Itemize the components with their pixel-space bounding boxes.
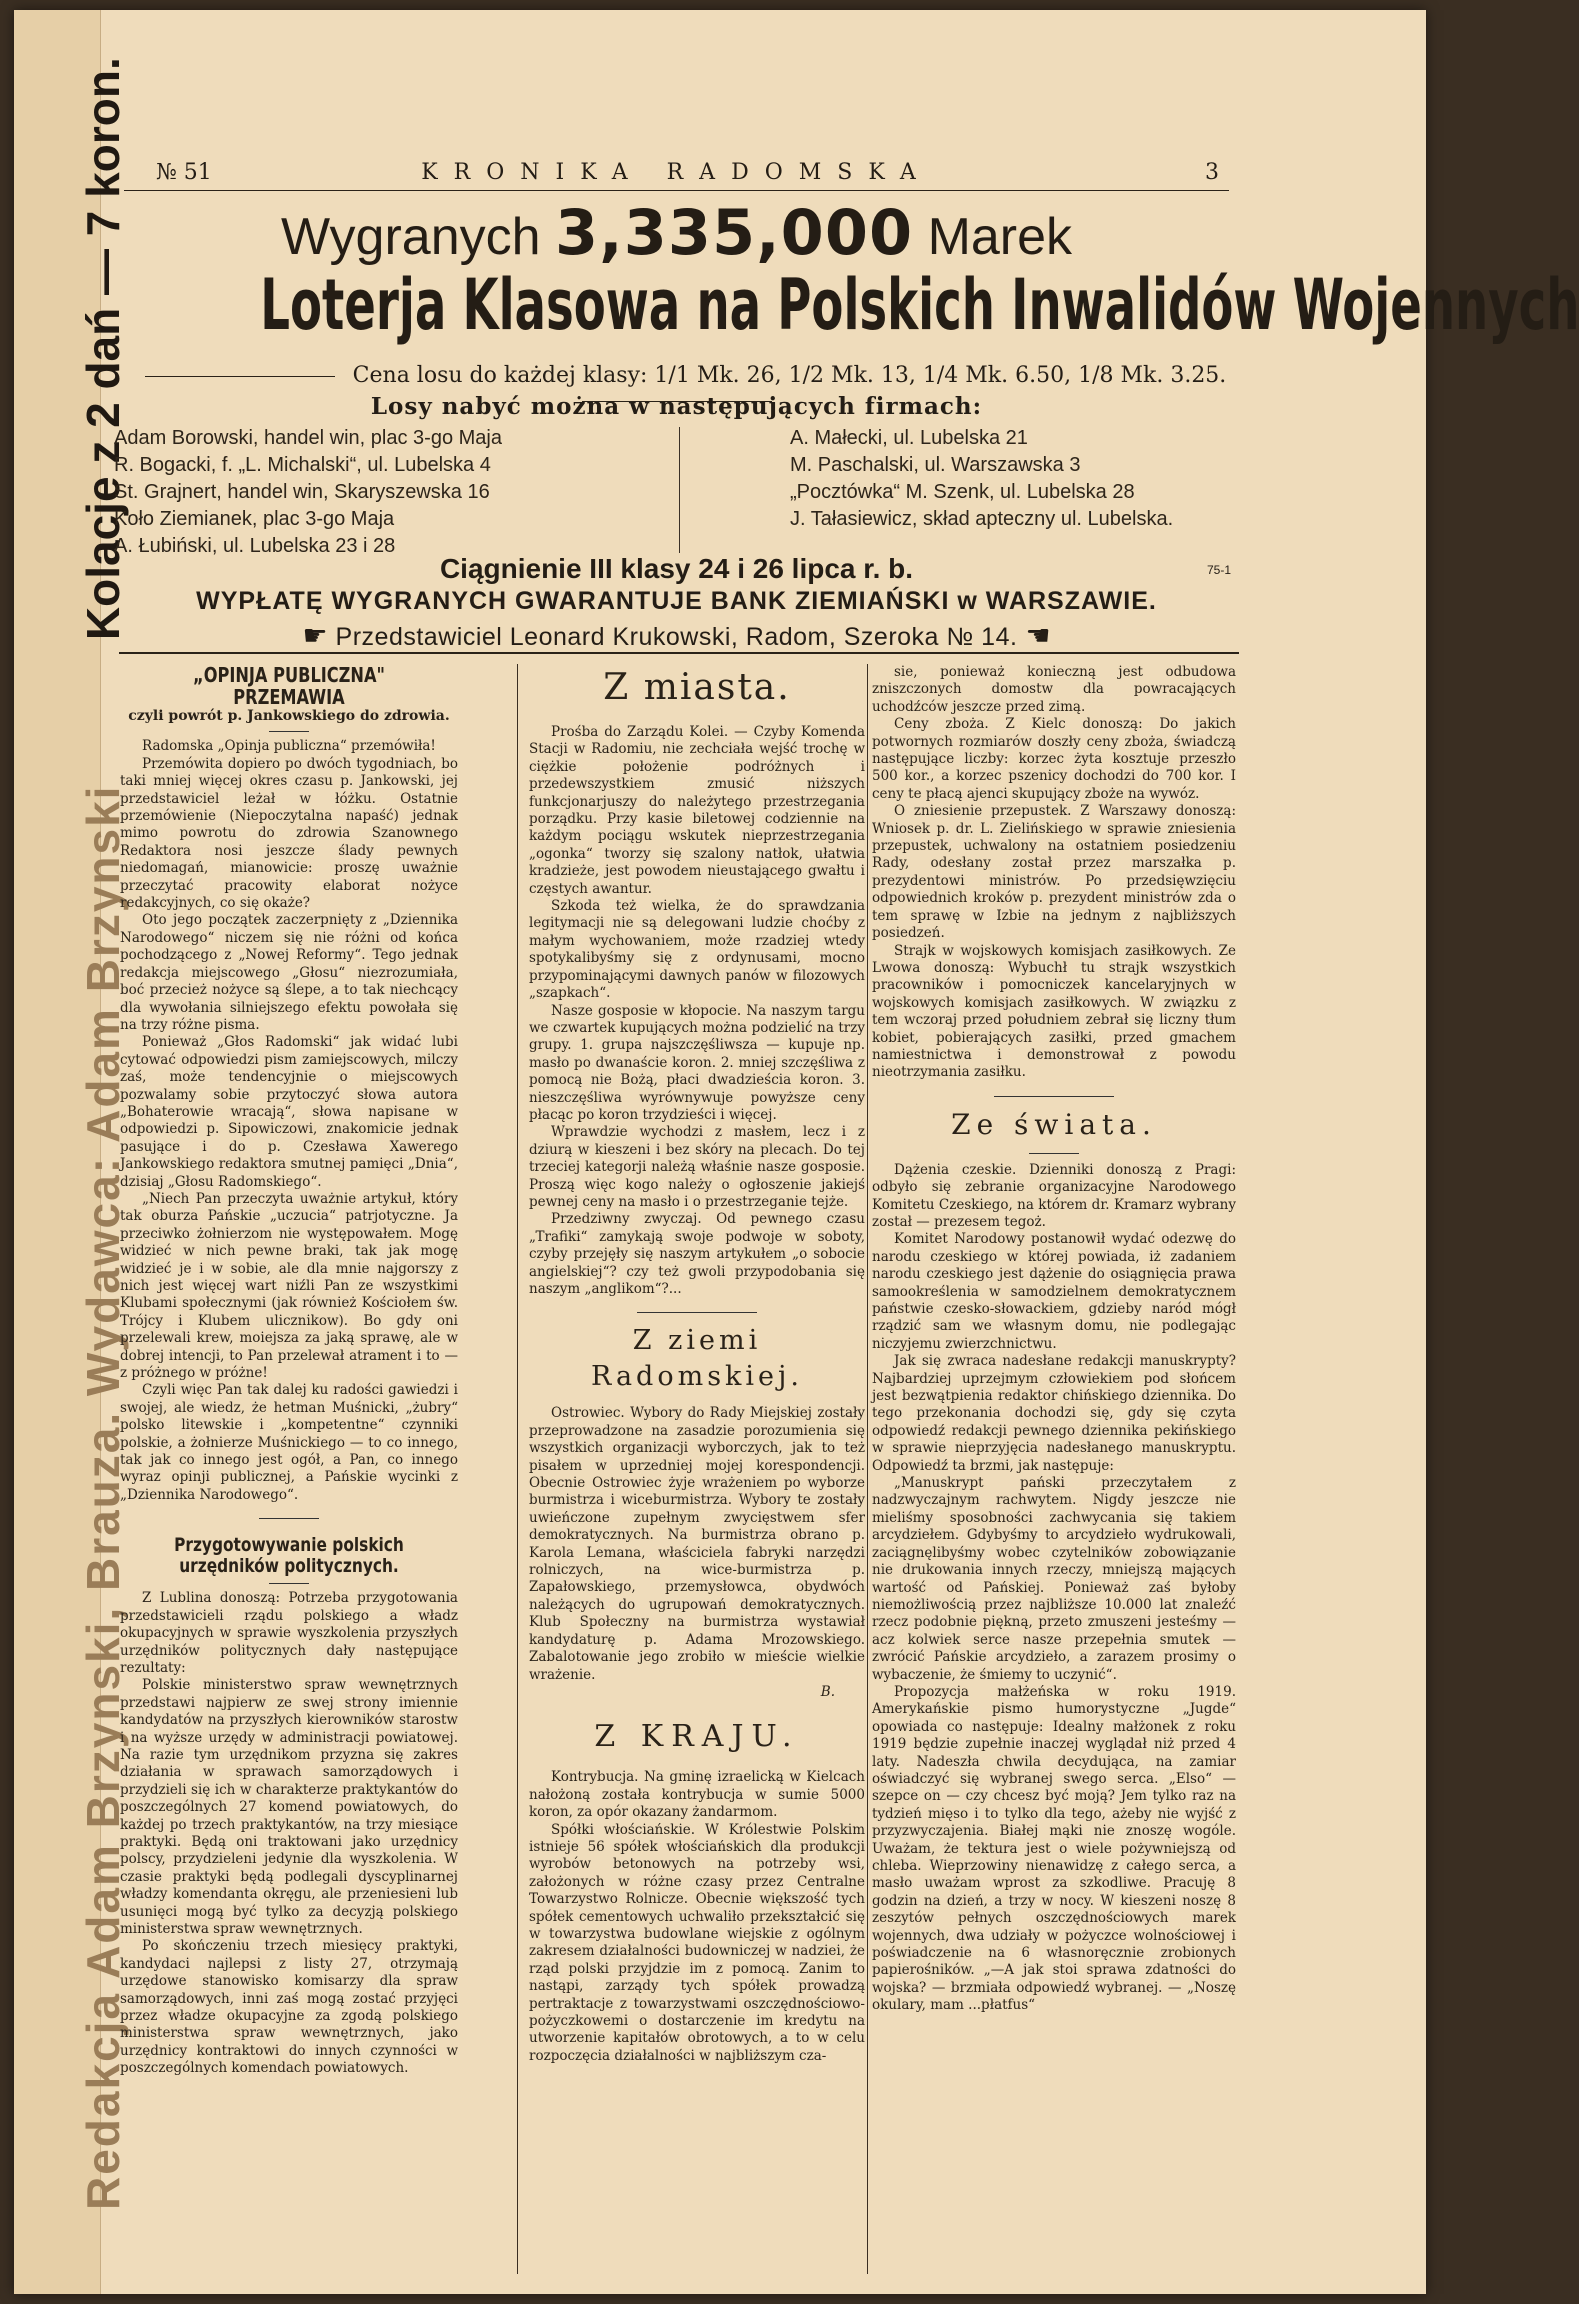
section-heading: Ze świata. bbox=[951, 1107, 1157, 1141]
ad-firm: A. Łubiński, ul. Lubelska 23 i 28 bbox=[114, 535, 396, 557]
article-paragraph: Ceny zboża. Z Kielc donoszą: Do jakich potwornych rozmiarów doszły ceny zboża, świadczą następujące liczby: korzec żyta kosztuje przeszło 500 kor., a korzec pszenicy dochodzi do 700 kor. I ceny te płacą ajenci skupujący zboże na wywóz. bbox=[872, 716, 1236, 802]
ad-firm: M. Paschalski, ul. Warszawska 3 bbox=[790, 454, 1081, 476]
ad-code: 75-1 bbox=[1206, 563, 1231, 577]
article-paragraph: Oto jego początek zaczerpnięty z „Dziennika Narodowego“ niczem się nie różni od końca pochodzącego z „Nowej Reformy“. Tego jednak redakcja miejscowego „Głosu“ niezrozumiała, boć przecież nożyce są ślepe, a to tak niechcący dla wywołania silniejszego efektu powołała się na trzy różne pisma. bbox=[120, 912, 458, 1033]
ad-guarantee: WYPŁATĘ WYGRANYCH GWARANTUJE BANK ZIEMIAŃSKI w WARSZAWIE. bbox=[196, 587, 1157, 615]
section-heading: Z KRAJU. bbox=[594, 1719, 800, 1755]
side-strip bbox=[14, 10, 129, 2294]
short-rule bbox=[269, 731, 309, 732]
article-headline: „OPINJA PUBLICZNA" PRZEMAWIA bbox=[193, 663, 385, 709]
column-middle bbox=[529, 664, 865, 2065]
ad-firm: Koło Ziemianek, plac 3-go Maja bbox=[114, 508, 395, 530]
section-heading: Z ziemi Radomskiej. bbox=[591, 1325, 803, 1393]
ad-winners-amount: 3,335,000 bbox=[555, 196, 914, 269]
article-paragraph: Radomska „Opinja publiczna“ przemówiła! bbox=[142, 738, 436, 755]
ad-rule-left bbox=[145, 376, 335, 377]
column-rule bbox=[867, 664, 868, 2274]
article-paragraph: Szkoda też wielka, że do sprawdzania legitymacji nie są delegowani ludzie choćby z małym wychowaniem, może rzadziej wtedy spotykalibyśmy się z ordynusami, mocno przypominającymi dawnych panów w filozowych „szapkach“. bbox=[529, 898, 865, 1002]
page-number: 3 bbox=[1205, 160, 1219, 185]
ad-price-text: Cena losu do każdej klasy: 1/1 Mk. 26, 1/2 Mk. 13, 1/4 Mk. 6.50, 1/8 Mk. 3.25. bbox=[352, 363, 1227, 388]
article-paragraph: Z Lublina donoszą: Potrzeba przygotowania przedstawicieli rządu polskiego a władz okupacyjnych w sprawie wyszkolenia przyszłych urzędników politycznych dały następujące rezultaty: bbox=[120, 1590, 458, 1676]
ad-firm: J. Tałasiewicz, skład apteczny ul. Lubelska. bbox=[790, 508, 1174, 530]
ad-representative-line bbox=[114, 619, 1239, 652]
short-rule bbox=[994, 1096, 1114, 1097]
ad-winners-line bbox=[114, 196, 1239, 269]
lottery-advertisement bbox=[114, 196, 1579, 651]
side-faded-text: Redakcja Adam Brzynski, Brauza. Wydawca: Adam Brzynski bbox=[77, 784, 129, 2210]
section-divider bbox=[119, 652, 1239, 654]
short-rule bbox=[637, 1312, 757, 1313]
ad-firm: St. Grajnert, handel win, Skaryszewska 16 bbox=[114, 481, 490, 503]
article-paragraph: Ponieważ „Głos Radomski“ jak widać lubi cytować odpowiedzi pism zamiejscowych, milczy zaś, może tendencyjnie o miejscowych pozwalamy sobie przytoczyć słowa autora „Bohaterowie wracają“, słowa napisane w odpowiedzi p. Sipowiczowi, znakomicie jednak pasujące i do p. Czesława Xawerego Jankowskiego redaktora smutnej pamięci „Dnia“, dzisiaj „Głosu Radomskiego“. bbox=[120, 1034, 458, 1190]
article-paragraph: Czyli więc Pan tak dalej ku radości gawiedzi i swojej, ale wiedz, że hetman Muśnicki, „żubry“ polsko litewskie i „kompetentne“ czynniki polskie, a żołnierze Muśnickiego — to co innego, tak jak co innego jest ogół, a Pan, co innego wyraz opinji publicznej, a Pańskie wycinki z „Dziennika Narodowego“. bbox=[120, 1382, 458, 1503]
article-paragraph: Ostrowiec. Wybory do Rady Miejskiej zostały przeprowadzone na zasadzie porozumienia się wszystkich organizacji wyborczych, jak to też pisałem w uprzedniej mojej korespondencji. Obecnie Ostrowiec żyje wrażeniem po wyborze burmistrza i wiceburmistrza. Wybory te zostały uwieńczone zupełnym zwycięstwem sfer demokratycznych. Na burmistrza obrano p. Karola Lemana, właściciela fabryki narzędzi rolniczych, na wice-burmistrza p. Zapałowskiego, przemysłowca, obydwóch należących do ugrupowań demokratycznych. Klub Społeczny na burmistrza wystawiał kandydaturę p. Adama Mrozowskiego. Zabalotowanie jego zrobiło w mieście wielkie wrażenie. bbox=[529, 1405, 865, 1683]
ad-firms-left bbox=[114, 425, 644, 560]
short-rule bbox=[259, 1518, 319, 1519]
short-rule bbox=[269, 1583, 309, 1584]
ad-firms-right bbox=[790, 425, 1240, 533]
ad-firms-title: Losy nabyć można w następujących firmach: bbox=[370, 393, 983, 420]
ad-firm: Adam Borowski, handel win, plac 3-go Maja bbox=[114, 427, 502, 449]
article-paragraph: Strajk w wojskowych komisjach zasiłkowych. Ze Lwowa donoszą: Wybuchł tu strajk wszystkich pracowników i pomocniczek kancelaryjnych w wojskowych komisjach zasiłkowych. W związku z tem wczoraj przed południem zebrał się liczny tłum kobiet, pobierających zasiłki, przed gmachem namiestnictwa i demonstrował z powodu nieotrzymania zasiłku. bbox=[872, 942, 1236, 1081]
pointing-hand-icon: ☛ bbox=[1024, 620, 1051, 651]
article-paragraph: Komitet Narodowy postanowił wydać odezwę do narodu czeskiego w której powiada, iż zadaniem narodu czeskiego jest dążenie do osiągnięcia prawa samookreślenia w samodzielnem demokratycznem państwie czesko-słowackiem, gdzieby naród mógł rządzić sam we własnym domu, nie podlegając niczyjemu zwierzchnictwu. bbox=[872, 1231, 1236, 1352]
ad-lottery-title: Loterja Klasowa na Polskich Inwalidów Wojennych bbox=[260, 264, 1579, 346]
section-heading: Z miasta. bbox=[603, 667, 791, 708]
article-paragraph: „Niech Pan przeczyta uważnie artykuł, który tak oburza Pańskie „uczucia“ patrjotyczne. Ja przeciwko żołnierzom nie występowałem. Mogę widzieć w nich pewne braki, tak jak mogę widzieć je i w sobie, ale dla mnie najgorszy z nich jest więcej wart niźli Pan ze wszystkimi Klubami społecznymi (jak również Kościołem św. Trójcy i Klubem ulicznikow). Bo gdy oni przelewali krew, moiejsza za jaką sprawę, ale w dobrej intencji, to Pan przelewał atrament i to — z próżnego w próżne! bbox=[120, 1190, 458, 1382]
article-paragraph: Nasze gosposie w kłopocie. Na naszym targu we czwartek kupujących można podzielić na trzy grupy. 1. grupa najszczęśliwsza — kupuje np. masło po dwanaście koron. 2. mniej szczęśliwa z pomocą nie Bożą, płaci dwadzieścia koron. 3. nieszczęśliwa wyrównywuje powyższe ceny płacąc po koron trzydzieści i więcej. bbox=[529, 1002, 865, 1123]
ad-firm: R. Bogacki, f. „L. Michalski“, ul. Lubelska 4 bbox=[114, 454, 491, 476]
article-paragraph: sie, ponieważ konieczną jest odbudowa zniszczonych domostw dla powracających uchodźców jeszcze przed zimą. bbox=[872, 664, 1236, 715]
article-paragraph: Wprawdzie wychodzi z masłem, lecz i z dziurą w kieszeni i bez skóry na plecach. Do tej trzeciej kategorji należą właśnie nasze gosposie. Proszą więc kogo należy o ogłoszenie jakiejś pewnej ceny na masło i o przestrzeganie tejże. bbox=[529, 1124, 865, 1210]
article-paragraph: „Manuskrypt pański przeczytałem z nadzwyczajnym rachwytem. Nigdy jeszcze nie mieliśmy sposobności zachwycania się takiem arcydziełem. Gdybyśmy to arcydzieło wydrukowali, zaciągnęlibyśmy wobec czytelników zobowiązanie nie drukowania innych rzeczy, mniejszą mających wartość od Pańskiej. Ponieważ zaś byłoby niemożliwością przez najbliższe 10.000 lat znaleźć rzecz podobnie piękną, przeto zmuszeni jesteśmy — acz kolwiek serce nasze przepełnia smutek — zwrócić Pańskie arcydzieło, a zarazem prosimy o wybaczenie, że śmiemy to uczynić“. bbox=[872, 1475, 1236, 1683]
article-paragraph: Po skończeniu trzech miesięcy praktyki, kandydaci najlepsi z listy 27, otrzymają urzędowe stanowisko komisarzy dla spraw samorządowych, inni zaś mogą zostać przyjęci przez władze okupacyjne za zgodą polskiego ministerstwa spraw wewnętrznych, jako urzędnicy kontraktowi do innych czynności w poszczególnych komendach powiatowych. bbox=[120, 1938, 458, 2077]
article-signature: B. bbox=[820, 1683, 835, 1700]
short-rule bbox=[1029, 1153, 1079, 1154]
ad-representative: Przedstawiciel Leonard Krukowski, Radom, Szeroka № 14. bbox=[335, 623, 1018, 651]
article-paragraph: Spółki włościańskie. W Królestwie Polskim istnieje 56 spółek włościańskich dla produkcji wyrobów betonowych na potrzeby wsi, założonych w różne czasy przez Centralne Towarzystwo Rolnicze. Obecnie większość tych spółek cementowych uchwaliło przekształcić się w towarzystwa budowlane wiejskie z ogólnym zakresem działalności budowniczej w nadziei, że rząd polski przyjdzie im z pomocą. Zanim to nastąpi, zarządy tych spółek prowadzą pertraktacje z towarzystwami oszczędnościowo-pożyczkowemi o dostarczenie im kredytu na utworzenie kapitałów obrotowych, a to w celu rozpoczęcia działalności w najbliższym cza- bbox=[529, 1821, 865, 2064]
newspaper-page bbox=[14, 10, 1579, 2294]
ad-separator bbox=[679, 427, 680, 553]
article-subheadline: czyli powrót p. Jankowskiego do zdrowia. bbox=[128, 708, 450, 724]
article-paragraph: Dążenia czeskie. Dzienniki donoszą z Pragi: odbyło się zebranie organizacyjne Narodowego Komitetu Czeskiego, na którem dr. Kramarz wybrany został — prezesem tegoż. bbox=[872, 1161, 1236, 1230]
side-dark-text: Kolacje z 2 dań — 7 koron. bbox=[77, 57, 129, 641]
article-paragraph: O zniesienie przepustek. Z Warszawy donoszą: Wniosek p. dr. L. Zielińskiego w sprawie zniesienia przepustek, uchwalony na ostatniem posiedzeniu Rady, odesłany został przez marszałka p. prezydentowi ministrów. Po przedsięwzięciu odpowiednich kroków p. prezydent ministrów zda o tem sprawę w Izbie na jednym z najbliższych posiedzeń. bbox=[872, 803, 1236, 942]
newspaper-title: KRONIKA RADOMSKA bbox=[421, 160, 932, 185]
article-paragraph: Propozycja małżeńska w roku 1919. Amerykańskie pismo humorystyczne „Jugde“ opowiada co następuje: Idealny małżonek z roku 1919 będzie zupełnie inaczej wyglądał niż przed 4 laty. Nadeszła chwila decydująca, na zamiar oświadczyć się wybranej swego serca. „Elso“ — szepce on — czy chcesz być moją? Jem tylko raz na tydzień mięso i to tylko dla tego, ażeby nie wyjść z przyzwyczajenia. Białej mąki nie znoszę wogóle. Uważam, że tektura jest o wiele pożywniejszą od chleba. Wieprzowiny nienawidzę z całego serca, a masło uważam wprost za szkodliwe. Pracuję 8 godzin na dzień, a trzy w nocy. W kieszeni noszę 8 zeszytów pełnych oszczędnościowych marek wojennych, dwa udziały w pożyczce wolnościowej i poświadczenie na 6 własnoręcznie zrobionych papierośników. „—A jak stoi sprawa zdatności do wojska? — brzmiała odpowiedź wybranej. — „Noszę okulary, mam ...płatfus“ bbox=[872, 1683, 1236, 2014]
article-paragraph: Jak się zwraca nadesłane redakcji manuskrypty? Najbardziej uprzejmym człowiekiem pod słońcem jest bezwątpienia redaktor chińskiego dziennika. Do tego przekonania dochodzi się, gdy się czyta odpowiedź redakcji pewnego dziennika pekińskiego w sprawie nieprzyjęcia nadesłanego manuskryptu. Odpowiedź ta brzmi, jak następuje: bbox=[872, 1353, 1236, 1474]
column-right bbox=[872, 664, 1236, 2015]
article-paragraph: Kontrybucja. Na gminę izraelicką w Kielcach nałożoną została kontrybucja w sumie 5000 koron, za opór okazany żandarmom. bbox=[529, 1769, 865, 1821]
issue-number: № 51 bbox=[156, 160, 212, 185]
article-paragraph: Przemówita dopiero po dwóch tygodniach, bo taki mniej więcej okres czasu p. Jankowski, jej przedstawiciel leżał w łóżku. Ostatnie przemówienie (Niepoczytalna napaść) jednak mimo powrotu do zdrowia Szanownego Redaktora nosi jeszcze ślady pewnych niedomagań, mianowicie: proszę uważnie przeczytać pracowity elaborat nożyce redakcyjnych, co się okaże? bbox=[120, 755, 458, 912]
column-left bbox=[120, 664, 458, 2078]
article-paragraph: Polskie ministerstwo spraw wewnętrznych przedstawi najpierw ze swej strony imiennie kandydatów na przyszłych kierowników starostw i na wyższe urzędy w administracji powiatowej. Na razie tym urzędnikom przyzna się zakres działania w sprawach samorządowych i przydzieli się ich w charakterze praktykantów do poszczególnych 27 komend powiatowych, do każdej po trzech praktykantów, na trzy miesiące praktyki. Będą oni traktowani jako urzędnicy polscy, przydzieleni jedynie dla wyszkolenia. W czasie praktyki będą podlegali dyscyplinarnej władzy komendanta okręgu, ale przeniesieni lub usunięci mogą być tylko za decyzją polskiego ministerstwa spraw wewnętrznych. bbox=[120, 1677, 458, 1937]
page-header bbox=[124, 160, 1229, 191]
ad-winners-currency: Marek bbox=[927, 208, 1073, 266]
ad-winners-label: Wygranych bbox=[280, 208, 541, 266]
article-headline: Przygotowywanie polskich urzędników politycznych. bbox=[174, 1534, 404, 1578]
pointing-hand-icon: ☛ bbox=[302, 620, 329, 651]
ad-drawing-date: Ciągnienie III klasy 24 i 26 lipca r. b. bbox=[439, 553, 914, 584]
ad-firm: A. Małecki, ul. Lubelska 21 bbox=[790, 427, 1028, 449]
article-paragraph: Przedziwny zwyczaj. Od pewnego czasu „Trafiki“ zamykają swoje podwoje w soboty, czyby przejęły się naszym artykułem „o sobocie angielskiej“? czy też gwoli przypodobania się naszym „anglikom“?... bbox=[529, 1211, 865, 1297]
column-rule bbox=[517, 664, 518, 2274]
article-paragraph: Prośba do Zarządu Kolei. — Czyby Komenda Stacji w Radomiu, nie zechciała wejść trochę w ciężkie położenie podróżnych i przedewszystkiem zmusić niższych funkcjonarjuszy do należytego przestrzegania porządku. Przy kasie biletowej codziennie na każdym pociągu wskutek nieprzestrzegania „ogonka“ tworzy się szalony natłok, ułatwia kradzieże, jest powodem nieustającego gwałtu i częstych awantur. bbox=[529, 724, 865, 897]
ad-firm: „Pocztówka“ M. Szenk, ul. Lubelska 28 bbox=[790, 481, 1135, 503]
